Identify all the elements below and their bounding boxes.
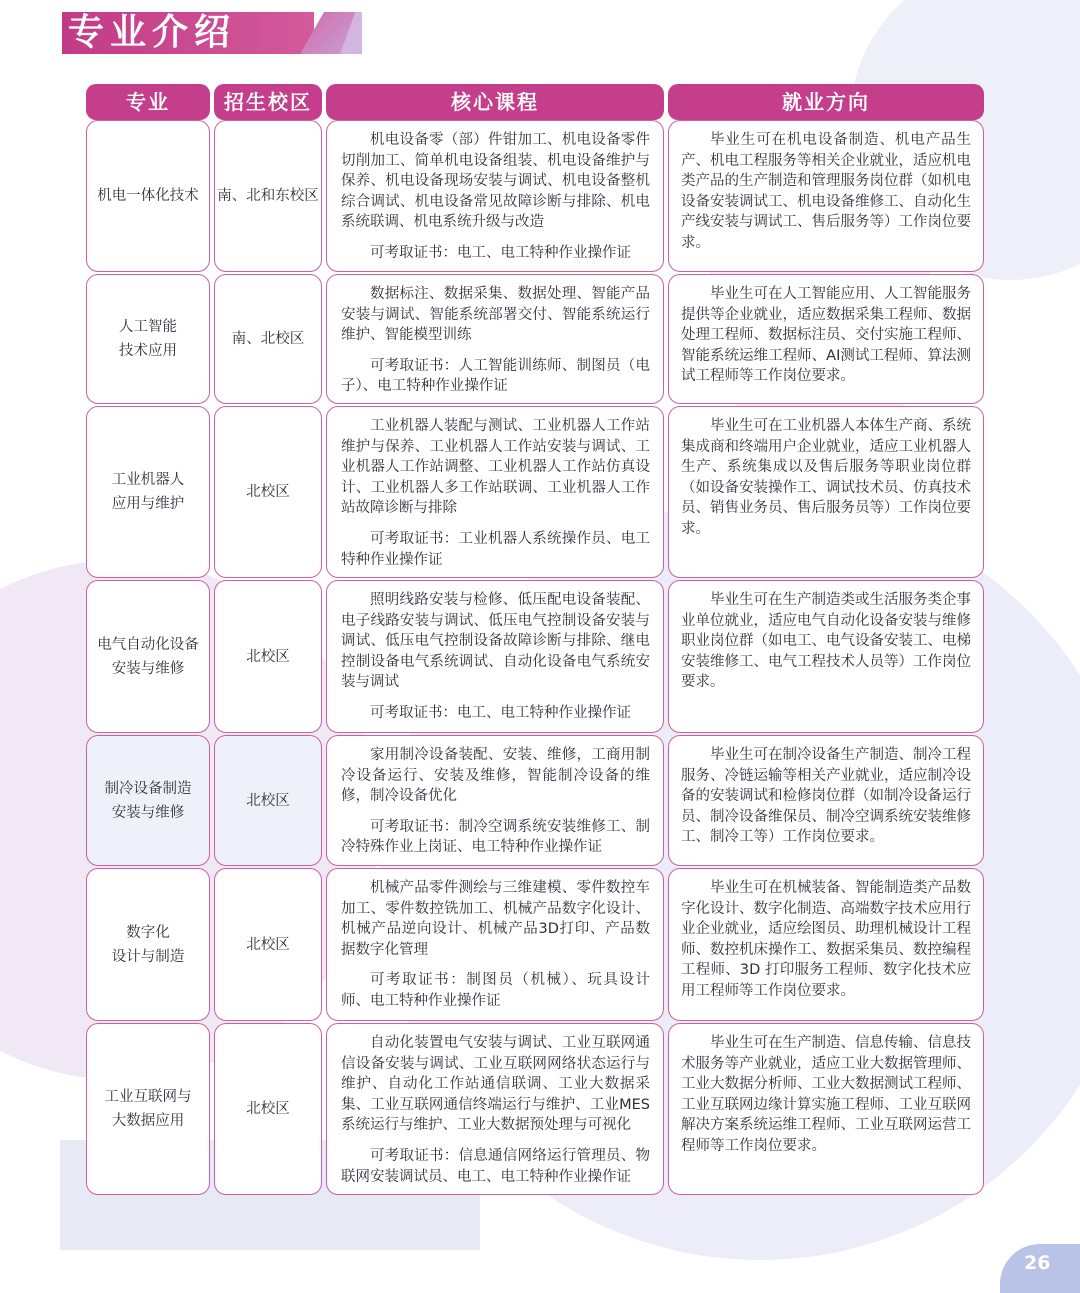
campus-name: 北校区 [246, 936, 290, 953]
career-description: 毕业生可在机电设备制造、机电产品生产、机电工程服务等相关企业就业，适应机电类产品的生产制造和管理服务岗位群（如机电设备安装调试工、机电设备维修工、自动化生产线安装与调试工、售后服务等）工作岗位要求。 [681, 132, 971, 251]
major-name: 电气自动化设备 安装与维修 [97, 636, 199, 677]
campus-cell [214, 120, 322, 272]
section-title-banner [62, 12, 354, 54]
courses-cell [326, 868, 664, 1021]
major-name: 机电一体化技术 [97, 188, 199, 204]
courses-cell [326, 274, 664, 404]
courses-cell [326, 1023, 664, 1195]
major-name: 工业机器人 应用与维护 [111, 472, 185, 512]
campus-name: 北校区 [246, 648, 290, 665]
career-description: 毕业生可在人工智能应用、人工智能服务提供等企业就业，适应数据采集工程师、数据处理工程师、数据标注员、交付实施工程师、智能系统运维工程师、AI测试工程师、算法测试工程师等工作岗位要求。 [681, 286, 971, 385]
major-cell [86, 580, 210, 733]
career-description: 毕业生可在工业机器人本体生产商、系统集成商和终端用户企业就业，适应工业机器人生产、系统集成以及售后服务等职业岗位群（如设备安装操作工、调试技术员、仿真技术员、销售业务员、售后服务员等）工作岗位要求。 [681, 418, 971, 537]
campus-cell [214, 406, 322, 578]
campus-name: 南、北和东校区 [217, 188, 319, 204]
courses-cell [326, 120, 664, 272]
major-name: 制冷设备制造 安装与维修 [104, 780, 192, 821]
header-campus: 招生校区 [214, 84, 322, 120]
certificate-text: 可考取证书：工业机器人系统操作员、电工特种作业操作证 [341, 530, 650, 568]
careers-cell [668, 580, 984, 733]
page-title: 专业介绍 [68, 12, 237, 53]
major-cell [86, 406, 210, 578]
campus-name: 北校区 [246, 1101, 290, 1117]
header-courses: 核心课程 [326, 84, 664, 120]
header-careers: 就业方向 [668, 84, 984, 120]
careers-cell [668, 868, 984, 1021]
campus-cell [214, 868, 322, 1021]
course-list: 家用制冷设备装配、安装、维修，工商用制冷设备运行、安装及维修，智能制冷设备的维修，制冷设备优化 [341, 747, 650, 805]
course-list: 机电设备零（部）件钳加工、机电设备零件切削加工、简单机电设备组装、机电设备维护与保养、机电设备现场安装与调试、机电设备整机综合调试、机电设备常见故障诊断与排除、机电系统联调、机电系统升级与改造 [341, 132, 650, 231]
page-number-tab [1000, 1244, 1080, 1293]
campus-cell [214, 735, 322, 866]
certificate-text: 可考取证书：电工、电工特种作业操作证 [370, 244, 631, 261]
careers-cell [668, 120, 984, 272]
major-cell [86, 735, 210, 866]
careers-cell [668, 1023, 984, 1195]
major-name: 人工智能 技术应用 [119, 319, 177, 359]
course-list: 数据标注、数据采集、数据处理、智能产品安装与调试、智能系统部署交付、智能系统运行维护、智能模型训练 [341, 286, 650, 344]
major-cell [86, 274, 210, 404]
major-cell [86, 1023, 210, 1195]
careers-cell [668, 274, 984, 404]
course-list: 工业机器人装配与测试、工业机器人工作站维护与保养、工业机器人工作站安装与调试、工业机器人工作站调整、工业机器人工作站仿真设计、工业机器人多工作站联调、工业机器人工作站故障诊断与排除 [341, 418, 650, 517]
career-description: 毕业生可在机械装备、智能制造类产品数字化设计、数字化制造、高端数字技术应用行业企业就业，适应绘图员、助理机械设计工程师、数控机床操作工、数据采集员、数控编程工程师、3D 打印服务工程师、数字化技术应用工程师等工作岗位要求。 [681, 880, 971, 999]
campus-cell [214, 1023, 322, 1195]
header-major: 专业 [86, 84, 210, 120]
campus-name: 北校区 [246, 792, 290, 809]
major-cell [86, 868, 210, 1021]
career-description: 毕业生可在生产制造、信息传输、信息技术服务等产业就业，适应工业大数据管理师、工业大数据分析师、工业大数据测试工程师、工业互联网边缘计算实施工程师、工业互联网解决方案系统运维工程师、工业互联网运营工程师等工作岗位要求。 [681, 1035, 971, 1154]
courses-cell [326, 406, 664, 578]
course-list: 自动化装置电气安装与调试、工业互联网通信设备安装与调试、工业互联网网络状态运行与维护、自动化工作站通信联调、工业大数据采集、工业互联网通信终端运行与维护、工业MES系统运行与维护、工业大数据预处理与可视化 [341, 1035, 650, 1134]
certificate-text: 可考取证书：制冷空调系统安装维修工、制冷特殊作业上岗证、电工特种作业操作证 [341, 818, 650, 856]
campus-name: 南、北校区 [231, 331, 305, 347]
courses-cell [326, 580, 664, 733]
certificate-text: 可考取证书：电工、电工特种作业操作证 [370, 704, 631, 721]
certificate-text: 可考取证书：信息通信网络运行管理员、物联网安装调试员、电工、电工特种作业操作证 [341, 1147, 650, 1185]
page-number: 26 [1024, 1252, 1051, 1274]
campus-cell [214, 580, 322, 733]
careers-cell [668, 735, 984, 866]
campus-name: 北校区 [246, 484, 290, 500]
course-list: 照明线路安装与检修、低压配电设备装配、电子线路安装与调试、低压电气控制设备安装与调试、低压电气控制设备故障诊断与排除、继电控制设备电气系统调试、自动化设备电气系统安装与调试 [341, 592, 650, 691]
careers-cell [668, 406, 984, 578]
course-list: 机械产品零件测绘与三维建模、零件数控车加工、零件数控铣加工、机械产品数字化设计、机械产品逆向设计、机械产品3D打印、产品数据数字化管理 [341, 880, 650, 958]
major-cell [86, 120, 210, 272]
certificate-text: 可考取证书：人工智能训练师、制图员（电子）、电工特种作业操作证 [341, 357, 650, 395]
courses-cell [326, 735, 664, 866]
certificate-text: 可考取证书：制图员（机械）、玩具设计师、电工特种作业操作证 [341, 972, 650, 1009]
campus-cell [214, 274, 322, 404]
major-name: 工业互联网与 大数据应用 [104, 1089, 192, 1129]
career-description: 毕业生可在生产制造类或生活服务类企事业单位就业，适应电气自动化设备安装与维修职业岗位群（如电工、电气设备安装工、电梯安装维修工、电气工程技术人员等）工作岗位要求。 [681, 592, 971, 691]
career-description: 毕业生可在制冷设备生产制造、制冷工程服务、冷链运输等相关产业就业，适应制冷设备的安装调试和检修岗位群（如制冷设备运行员、制冷设备维保员、制冷空调系统安装维修工、制冷工等）工作岗位要求。 [681, 747, 971, 846]
major-name: 数字化 设计与制造 [111, 924, 185, 965]
